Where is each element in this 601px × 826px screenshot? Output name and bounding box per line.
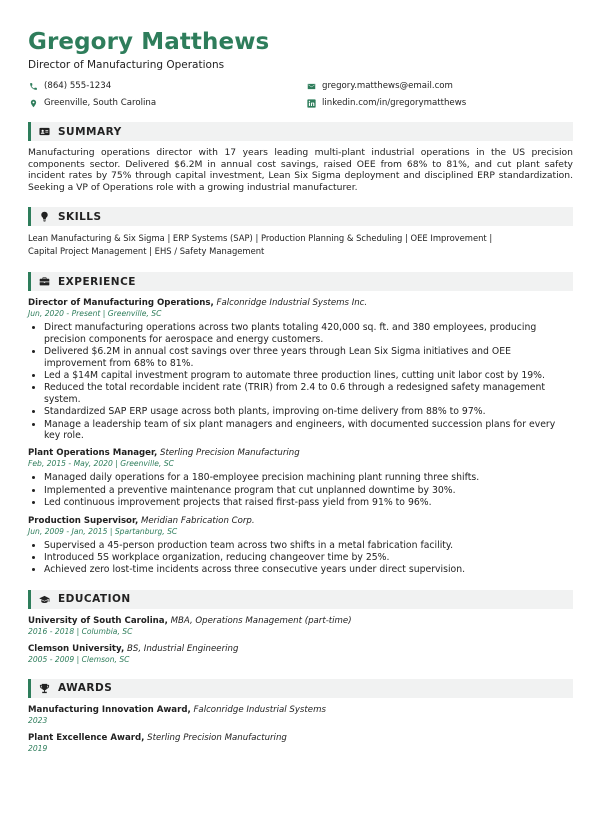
job-entry bbox=[28, 515, 573, 576]
experience-heading bbox=[28, 272, 573, 291]
award-org: Sterling Precision Manufacturing bbox=[147, 732, 287, 743]
education-heading bbox=[28, 590, 573, 609]
job-bullet: • Delivered $6.2M in annual cost savings over three years through Lean Six Sigma initiatives and OEE improvement from 68% to 81%. bbox=[44, 346, 573, 369]
job-bullet: • Direct manufacturing operations across two plants totaling 420,000 sq. ft. and 380 employees, producing precision components for aerospace and energy customers. bbox=[44, 322, 573, 345]
contact-location bbox=[29, 98, 307, 108]
job-meta: Jun, 2020 - Present | Greenville, SC bbox=[28, 309, 162, 319]
job-company: Falconridge Industrial Systems Inc. bbox=[216, 298, 368, 309]
graduation-cap-icon bbox=[39, 594, 50, 605]
skills-line-2: Capital Project Management | EHS / Safety Management bbox=[28, 246, 265, 257]
candidate-title: Director of Manufacturing Operations bbox=[28, 59, 225, 71]
award-name: Manufacturing Innovation Award, bbox=[28, 704, 191, 715]
job-company: Sterling Precision Manufacturing bbox=[160, 448, 300, 459]
summary-heading-text: SUMMARY bbox=[58, 125, 122, 138]
job-bullets bbox=[28, 540, 573, 576]
education-entry bbox=[28, 643, 573, 665]
linkedin-text[interactable]: linkedin.com/in/gregorymatthews bbox=[322, 98, 467, 108]
job-role: Production Supervisor, bbox=[28, 515, 139, 526]
education-degree: MBA, Operations Management (part-time) bbox=[170, 615, 352, 626]
contact-email[interactable] bbox=[307, 81, 573, 91]
candidate-name: Gregory Matthews bbox=[28, 29, 270, 55]
awards-heading-text: AWARDS bbox=[58, 682, 113, 695]
job-bullet: • Supervised a 45-person production team across two shifts in a metal fabrication facility. bbox=[44, 540, 573, 551]
id-card-icon bbox=[39, 126, 50, 137]
job-bullet: • Led continuous improvement projects that raised first-pass yield from 91% to 96%. bbox=[44, 497, 573, 508]
award-title-line bbox=[28, 732, 573, 744]
linkedin-icon bbox=[307, 99, 316, 108]
job-bullet: • Managed daily operations for a 180-employee precision machining plant running three shifts. bbox=[44, 472, 573, 483]
job-title-line bbox=[28, 447, 573, 459]
education-title-line bbox=[28, 643, 573, 655]
job-meta: Jun, 2009 - Jan, 2015 | Spartanburg, SC bbox=[28, 526, 178, 536]
education-meta: 2016 - 2018 | Columbia, SC bbox=[28, 626, 133, 636]
contact-phone bbox=[29, 81, 307, 91]
skills-line-1: Lean Manufacturing & Six Sigma | ERP Systems (SAP) | Production Planning & Scheduling | OEE Improvement | bbox=[28, 233, 493, 244]
lightbulb-icon bbox=[39, 211, 50, 222]
job-bullets bbox=[28, 322, 573, 441]
education-school: Clemson University, bbox=[28, 643, 125, 654]
location-text: Greenville, South Carolina bbox=[44, 98, 157, 108]
job-bullets bbox=[28, 472, 573, 508]
job-company: Meridian Fabrication Corp. bbox=[140, 515, 255, 526]
experience-heading-text: EXPERIENCE bbox=[58, 275, 136, 288]
award-org: Falconridge Industrial Systems bbox=[193, 704, 326, 715]
award-year: 2023 bbox=[28, 715, 48, 725]
job-role: Plant Operations Manager, bbox=[28, 448, 158, 459]
award-title-line bbox=[28, 704, 573, 716]
job-bullet: • Led a $14M capital investment program to automate three production lines, cutting unit labor cost by 19%. bbox=[44, 370, 573, 381]
award-name: Plant Excellence Award, bbox=[28, 732, 145, 743]
education-degree: BS, Industrial Engineering bbox=[126, 643, 239, 654]
education-school: University of South Carolina, bbox=[28, 615, 168, 626]
education-heading-text: EDUCATION bbox=[58, 593, 131, 606]
job-meta: Feb, 2015 - May, 2020 | Greenville, SC bbox=[28, 459, 174, 469]
map-pin-icon bbox=[29, 99, 38, 108]
job-bullet: • Achieved zero lost-time incidents across three consecutive years under direct supervision. bbox=[44, 564, 573, 575]
summary-heading bbox=[28, 122, 573, 141]
envelope-icon bbox=[307, 82, 316, 91]
education-entry bbox=[28, 615, 573, 637]
award-entry bbox=[28, 704, 573, 726]
skills-list bbox=[28, 232, 573, 258]
skills-heading bbox=[28, 207, 573, 226]
education-meta: 2005 - 2009 | Clemson, SC bbox=[28, 654, 130, 664]
job-bullet: • Introduced 5S workplace organization, reducing changeover time by 25%. bbox=[44, 552, 573, 563]
job-role: Director of Manufacturing Operations, bbox=[28, 298, 214, 309]
education-title-line bbox=[28, 615, 573, 627]
job-bullet: • Standardized SAP ERP usage across both plants, improving on-time delivery from 88% to 97%. bbox=[44, 406, 573, 417]
job-bullet: • Implemented a preventive maintenance program that cut unplanned downtime by 30%. bbox=[44, 485, 573, 496]
contact-block bbox=[28, 81, 573, 108]
job-title-line bbox=[28, 515, 573, 527]
job-entry bbox=[28, 447, 573, 508]
award-entry bbox=[28, 732, 573, 754]
award-year: 2019 bbox=[28, 743, 48, 753]
phone-icon bbox=[29, 82, 38, 91]
awards-heading bbox=[28, 679, 573, 698]
email-text[interactable]: gregory.matthews@email.com bbox=[322, 81, 453, 91]
skills-heading-text: SKILLS bbox=[58, 210, 102, 223]
contact-linkedin[interactable] bbox=[307, 98, 573, 108]
phone-text: (864) 555-1234 bbox=[44, 81, 112, 91]
trophy-icon bbox=[39, 683, 50, 694]
job-title-line bbox=[28, 297, 573, 309]
briefcase-icon bbox=[39, 276, 50, 287]
job-entry bbox=[28, 297, 573, 441]
summary-text: Manufacturing operations director with 17 years leading multi-plant industrial operations in the US precision components sector. Delivered $6.2M in annual cost savings, raised OEE from 68% to 81%, and cut plant safety incident rates by 75% through capital investment, Lean Six Sigma deployment and disciplined ERP standardization. Seeking a VP of Operations role with a growing industrial manufacturer. bbox=[28, 147, 573, 193]
job-bullet: • Manage a leadership team of six plant managers and engineers, with documented succession plans for every key role. bbox=[44, 419, 573, 442]
job-bullet: • Reduced the total recordable incident rate (TRIR) from 2.4 to 0.6 through a redesigned safety management system. bbox=[44, 382, 573, 405]
